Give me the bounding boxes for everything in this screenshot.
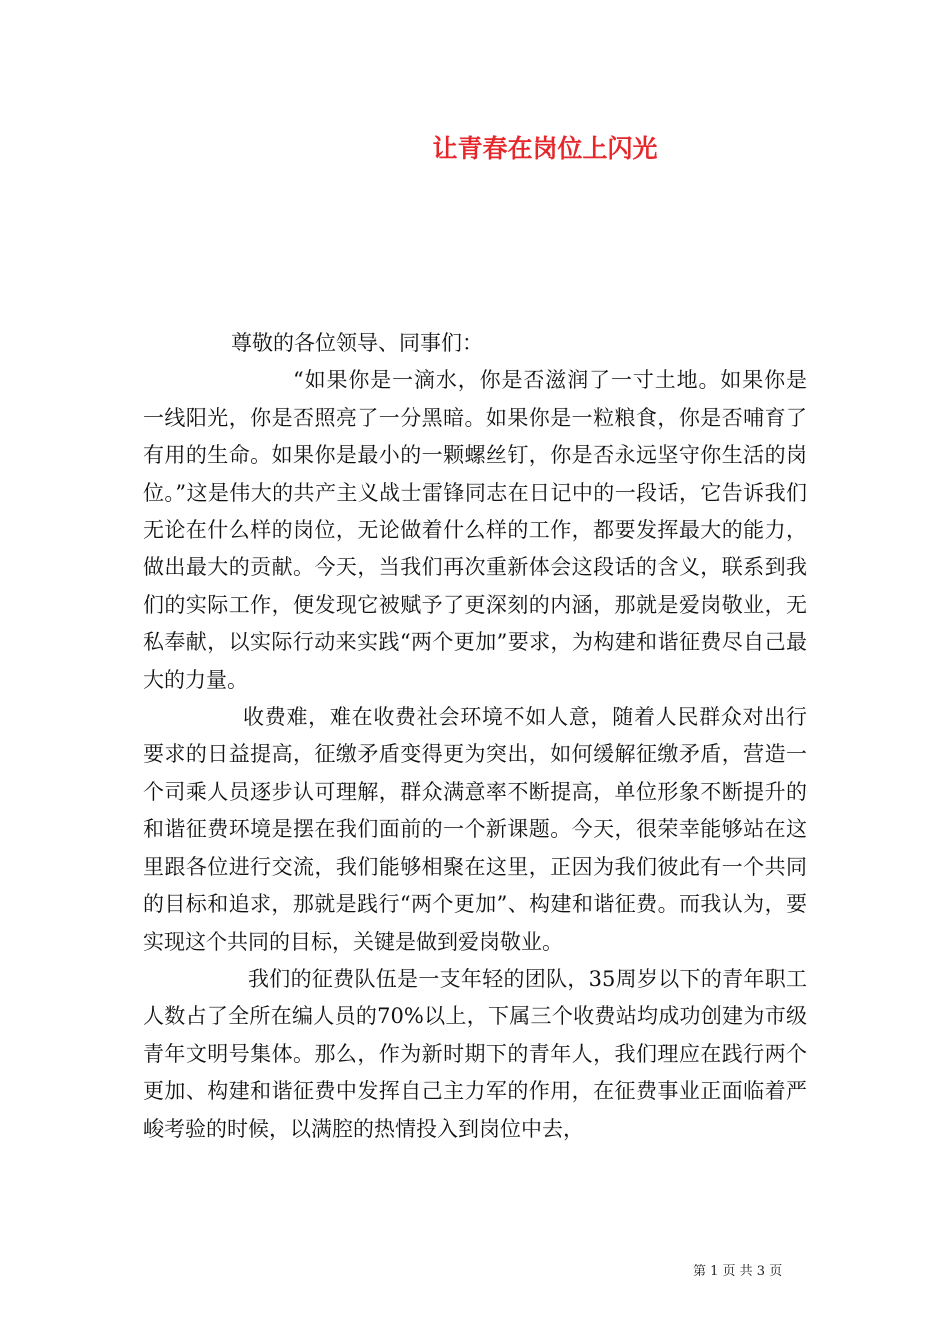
paragraph-3: 我们的征费队伍是一支年轻的团队，35周岁以下的青年职工人数占了全所在编人员的70%以上，下属三个收费站均成功创建为市级青年文明号集体。那么，作为新时期下的青年人，我们理应在践行两个更加、构建和谐征费中发挥自己主力军的作用，在征费事业正面临着严峻考验的时候，以满腔的热情投入到岗位中去，: [143, 966, 807, 1141]
paragraph-2: 收费难，难在收费社会环境不如人意，随着人民群众对出行要求的日益提高，征缴矛盾变得更为突出，如何缓解征缴矛盾，营造一个司乘人员逐步认可理解，群众满意率不断提高，单位形象不断提升的和谐征费环境是摆在我们面前的一个新课题。今天，很荣幸能够站在这里跟各位进行交流，我们能够相聚在这里，正因为我们彼此有一个共同的目标和追求，那就是践行“两个更加”、构建和谐征费。而我认为，要实现这个共同的目标，关键是做到爱岗敬业。: [143, 705, 807, 954]
salutation: 尊敬的各位领导、同事们：: [231, 331, 483, 355]
paragraph-1: “如果你是一滴水，你是否滋润了一寸土地。如果你是一线阳光，你是否照亮了一分黑暗。如果你是一粒粮食，你是否哺育了有用的生命。如果你是最小的一颗螺丝钉，你是否永远坚守你生活的岗位。”这是伟大的共产主义战士雷锋同志在日记中的一段话，它告诉我们无论在什么样的岗位，无论做着什么样的工作，都要发挥最大的能力，做出最大的贡献。今天，当我们再次重新体会这段话的含义，联系到我们的实际工作，便发现它被赋予了更深刻的内涵，那就是爱岗敬业，无私奉献，以实际行动来实践“两个更加”要求，为构建和谐征费尽自己最大的力量。: [143, 368, 807, 692]
page-number-footer: 第 1 页 共 3 页: [693, 1264, 783, 1279]
document-title: 让青春在岗位上闪光: [432, 134, 658, 163]
document-body: [143, 325, 807, 1148]
